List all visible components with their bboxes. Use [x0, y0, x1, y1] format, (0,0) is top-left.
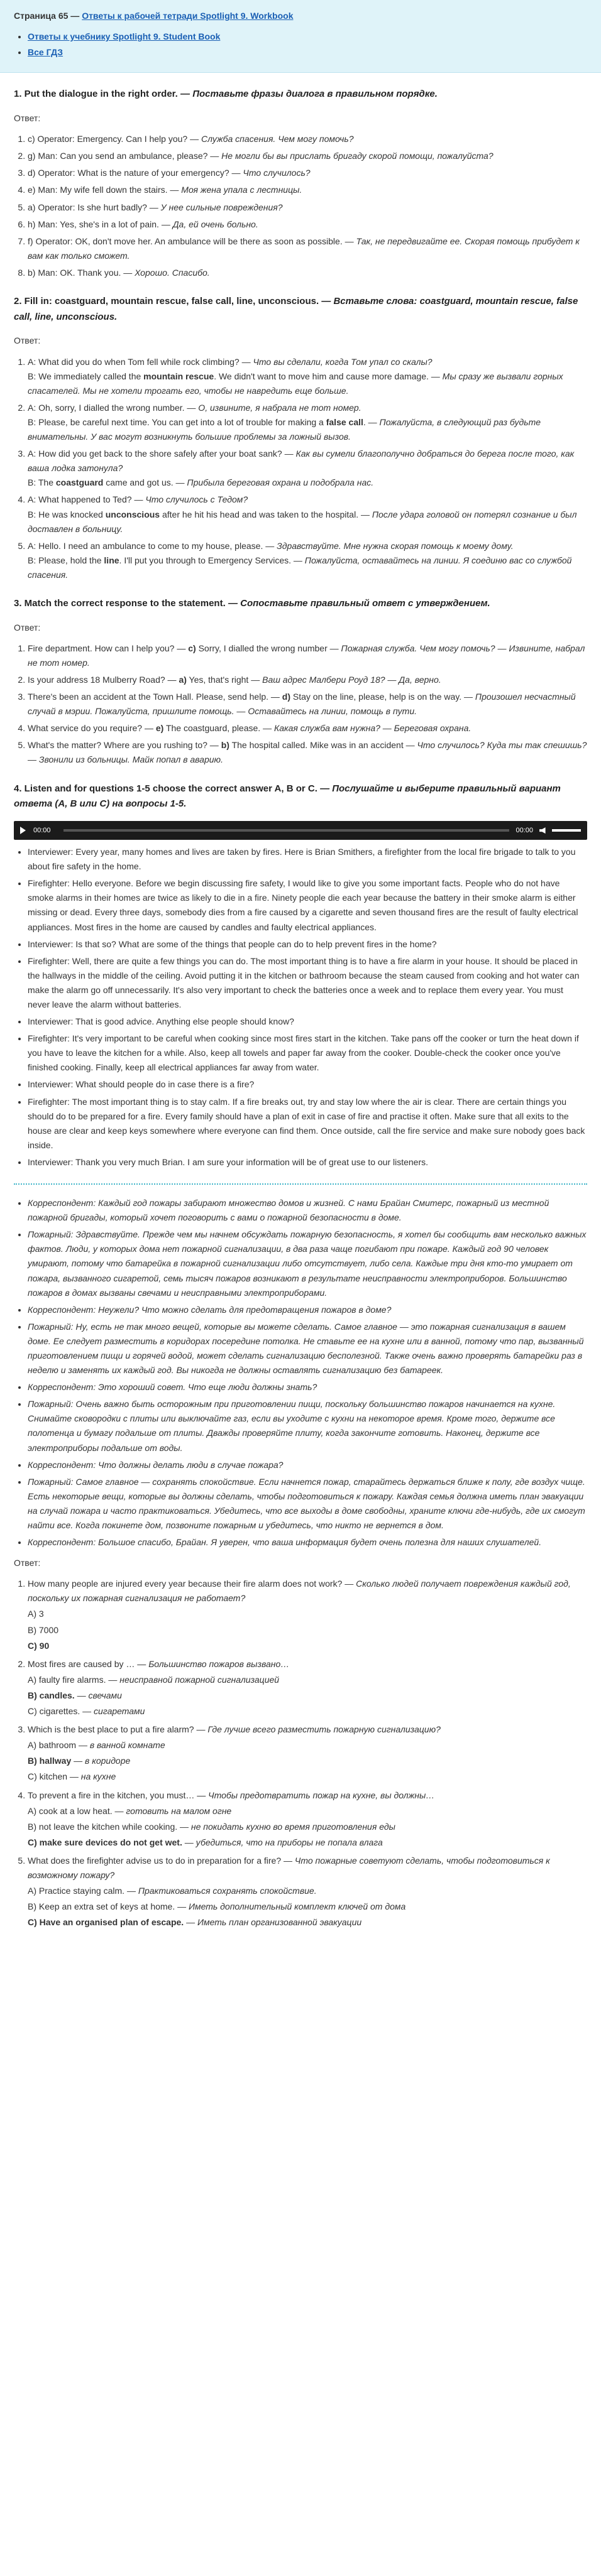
link-item [28, 45, 587, 60]
transcript-line: • Пожарный: Самое главное — сохранять спокойствие. Если начнется пожар, старайтесь держаться ближе к полу, где воздух чище. Есть некоторые вещи, которые вы должны сделать, чтобы подготовиться к пожару. Каждая семья должна иметь план эвакуации на случай пожара и часто практиковаться. Убедитесь, что все выходы в доме свободны, храните ключи где-нибудь, где их смогут найти все. Когда покинете дом, позвоните пожарным и убедитесь, что никто не вернется в дом. [28, 1475, 587, 1533]
question [28, 1577, 587, 1653]
line-en: c) Operator: Emergency. Can I help you? [28, 134, 188, 144]
workbook-link[interactable]: Ответы к рабочей тетради Spotlight 9. Workbook [82, 11, 294, 21]
response-letter: b) [221, 740, 229, 751]
audio-player [14, 821, 587, 840]
line-ru: — Так, не передвигайте ее. Скорая помощь прибудет к вам как только сможет. [28, 236, 580, 261]
task4-questions [14, 1577, 587, 1930]
line-en: . [363, 416, 366, 427]
transcript-line: • Interviewer: What should people do in case there is a fire? [28, 1077, 587, 1092]
option-text: C) Have an organised plan of escape. [28, 1917, 184, 1928]
line-en: B: We immediately called the [28, 371, 141, 381]
line-ru: — Хорошо. Спасибо. [123, 267, 210, 278]
line-en: A: How did you get back to the shore safely after your boat sank? [28, 448, 282, 459]
line-en: A: What happened to Ted? [28, 494, 132, 505]
line-ru: — Не могли бы вы прислать бригаду скорой помощи, пожалуйста? [210, 151, 493, 161]
line-en: B: Please, hold the [28, 555, 102, 565]
transcript-line: • Firefighter: Well, there are quite a few things you can do. The most important thing is to have a fire alarm in your house. It should be placed in the hallways in the middle of the ceiling. Avoid putting it in the kitchen or bathroom because the steam caused from cooking and hot water can make the alarm go off unnecessarily. It's also very important to check the batteries once a week and to replace them every year. You must never leave the alarm without batteries. [28, 954, 587, 1012]
speaker-a-line [28, 492, 587, 507]
transcript-en [14, 845, 587, 1170]
answer-word: false call [326, 416, 363, 427]
line-ru: — Моя жена упала с лестницы. [170, 185, 302, 195]
task4-title [14, 781, 587, 813]
question [28, 1657, 587, 1719]
task3-list [14, 641, 587, 768]
line-en: A: What did you do when Tom fell while rock climbing? [28, 356, 240, 367]
line-en: came and got us. [106, 477, 174, 488]
option-ru: — готовить на малом огне [114, 1805, 232, 1816]
question-en: To prevent a fire in the kitchen, you must… — [28, 1790, 206, 1800]
speaker-a-line [28, 447, 587, 476]
answer-word: coastguard [55, 477, 104, 488]
option [28, 1704, 587, 1719]
task3-title-en: 3. Match the correct response to the statement. [14, 597, 226, 609]
line-en: b) Man: OK. Thank you. [28, 267, 121, 278]
translation: — Произошел несчастный случай в мэрии. Пожалуйста, пришлите помощь. — Оставайтесь на линии, помощь в пути. [28, 692, 576, 717]
match-item [28, 738, 587, 767]
match-item [28, 641, 587, 670]
dialogue-line [28, 200, 587, 215]
option-text: C) kitchen [28, 1771, 68, 1782]
task1-title-ru: — Поставьте фразы диалога в правильном порядке. [180, 89, 438, 100]
answer-word: line [104, 555, 119, 565]
all-gdz-link[interactable]: Все ГДЗ [28, 47, 63, 58]
transcript-line: • Interviewer: Every year, many homes and lives are taken by fires. Here is Brian Smithers, a firefighter from the local fire brigade to talk to you about fire safety in the home. [28, 845, 587, 874]
response: The coastguard, please. [165, 723, 261, 734]
options [28, 1884, 587, 1930]
transcript-line: • Firefighter: It's very important to be careful when cooking since most fires start in the kitchen. Take pans off the cooker or turn the heat down if you have to leave the kitchen for a while. Also, keep all towels and paper far away from the cooker. Double-check the cooker once you've finished cooking. Finally, keep all electrical appliances far away from water. [28, 1031, 587, 1075]
match-item [28, 721, 587, 736]
student-book-link[interactable]: Ответы к учебнику Spotlight 9. Student Book [28, 31, 221, 42]
match-item [28, 673, 587, 687]
line-ru: — Как вы сумели благополучно добраться до берега после того, как ваша лодка затонула? [28, 448, 575, 474]
statement: What's the matter? Where are you rushing to? — [28, 740, 219, 751]
divider [14, 1183, 587, 1185]
line-ru: — Здравствуйте. Мне нужна скорая помощь к моему дому. [265, 540, 514, 551]
response-letter: d) [282, 692, 290, 702]
option-text: C) cigarettes. [28, 1706, 80, 1717]
question-ru: Чтобы предотвратить пожар на кухне, вы должны… [208, 1790, 435, 1800]
speaker-b-line [28, 553, 587, 582]
translation: — Что случилось? Куда ты так спешишь? — Звонили из больницы. Майк попал в аварию. [28, 740, 587, 765]
dialogue-line [28, 132, 587, 146]
dialogue-line [28, 217, 587, 232]
response: Yes, that's right [189, 675, 249, 685]
line-en: B: The [28, 477, 53, 488]
question-ru: — Сколько людей получает повреждения каждый год, поскольку их пожарная сигнализация не работает? [28, 1579, 571, 1604]
option [28, 1769, 587, 1784]
translation: — Пожарная служба. Чем могу помочь? — Извините, набрал не тот номер. [28, 643, 585, 668]
option-text: B) candles. [28, 1690, 75, 1700]
breadcrumb [14, 9, 587, 23]
line-en: a) Operator: Is she hurt badly? [28, 202, 147, 212]
answer-label: Ответ: [14, 113, 41, 124]
transcript-line: • Корреспондент: Неужели? Что можно сделать для предотвращения пожаров в доме? [28, 1303, 587, 1317]
transcript-line: • Firefighter: The most important thing is to stay calm. If a fire breaks out, try and stay low where the air is clear. There are certain things you should do to be prepared for a fire. Every family should have a plan of exit in case of fire and practise it often. Make sure that all exits to the house are clear and keep keys somewhere where everyone can find them. Once outside, call the fire service and make sure nobody goes back inside. [28, 1095, 587, 1153]
option-text: A) Practice staying calm. [28, 1886, 125, 1896]
related-links [14, 30, 587, 60]
option-ru: — свечами [77, 1690, 122, 1700]
line-en: A: Oh, sorry, I dialled the wrong number. [28, 402, 185, 413]
line-ru: — Служба спасения. Чем могу помочь? [190, 134, 354, 144]
option-text: A) cook at a low heat. [28, 1805, 113, 1816]
option-text: A) bathroom [28, 1740, 77, 1751]
line-ru: — Пожалуйста, оставайтесь на линии. Я соединю вас со службой спасения. [28, 555, 572, 580]
translation: — Какая служба вам нужна? — Береговая охрана. [263, 723, 471, 734]
line-en: e) Man: My wife fell down the stairs. [28, 185, 168, 195]
line-en: g) Man: Can you send an ambulance, please? [28, 151, 208, 161]
option-text: C) make sure devices do not get wet. [28, 1837, 182, 1847]
option-text: A) faulty fire alarms. [28, 1674, 106, 1685]
option-text: B) hallway [28, 1756, 72, 1766]
response: Sorry, I dialled the wrong number [198, 643, 328, 653]
play-icon[interactable] [20, 827, 26, 834]
option [28, 1804, 587, 1818]
fill-item [28, 492, 587, 536]
total-time: 00:00 [516, 826, 533, 834]
transcript-line: • Firefighter: Hello everyone. Before we begin discussing fire safety, I would like to give you some important facts. People who do not have smoke alarms in their homes are twice as likely to die in a fire. Ninety people die each year because the battery in their smoke alarm is either missing or dead. Every three days, somebody dies from a fire caused by a cigarette and seven thousand fires are the result of faulty electrical appliances. Most fires in the home are caused by candles and faulty electrical appliances. [28, 876, 587, 934]
question-ru: — Что пожарные советуют сделать, чтобы подготовиться к возможному пожару? [28, 1855, 550, 1880]
answer-label: Ответ: [14, 335, 41, 346]
option [28, 1884, 587, 1898]
seek-bar[interactable] [63, 829, 510, 832]
task1-title-en: 1. Put the dialogue in the right order. [14, 89, 178, 100]
option-text: B) Keep an extra set of keys at home. [28, 1901, 175, 1912]
question [28, 1854, 587, 1930]
option-ru: — сигаретами [82, 1706, 145, 1717]
transcript-line: • Корреспондент: Каждый год пожары забирают множество домов и жизней. С нами Брайан Смитерс, пожарный из местной пожарной бригады, который хочет поговорить с вами о пожарной безопасности в доме. [28, 1196, 587, 1225]
line-en: B: He was knocked [28, 509, 103, 519]
statement: Is your address 18 Mulberry Road? — [28, 675, 177, 685]
correct-option [28, 1754, 587, 1768]
option [28, 1623, 587, 1638]
task3-title [14, 596, 587, 612]
question-en: How many people are injured every year because their fire alarm does not work? [28, 1579, 343, 1589]
volume-icon[interactable] [539, 827, 547, 834]
dialogue-line [28, 234, 587, 263]
answer-word: mountain rescue [143, 371, 214, 381]
option [28, 1820, 587, 1834]
line-en: . We didn't want to move him and cause more damage. [214, 371, 429, 381]
transcript-line: • Корреспондент: Что должны делать люди в случае пожара? [28, 1458, 587, 1472]
question-en: Which is the best place to put a fire alarm? [28, 1724, 194, 1735]
question-en: Most fires are caused by … — [28, 1658, 146, 1669]
option [28, 1899, 587, 1914]
question-en: What does the firefighter advise us to do in preparation for a fire? [28, 1855, 282, 1866]
transcript-ru [14, 1196, 587, 1550]
line-en: A: Hello. I need an ambulance to come to my house, please. [28, 540, 263, 551]
match-item [28, 690, 587, 719]
line-ru: — Прибыла береговая охрана и подобрала нас. [175, 477, 374, 488]
transcript-line: • Пожарный: Здравствуйте. Прежде чем мы начнем обсуждать пожарную безопасность, я хотел бы сообщить вам несколько важных фактов. Люди, у которых дома нет пожарной сигнализации, в два раза чаще погибают при пожаре. Каждый год 90 человек умирают, потому что батарейка в пожарной сигнализации либо отсутствует, либо села. Каждые три дня кто-то умирает от пожара, вызванного сигаретой, семь тысяч пожаров возникают в результате неисправности электроприборов. Большинство пожаров в домах вызваны свечами и неисправными электроприборами. [28, 1227, 587, 1300]
dialogue-line [28, 149, 587, 163]
speaker-b-line [28, 476, 587, 490]
line-en: B: Please, be careful next time. You can get into a lot of trouble for making a [28, 416, 324, 427]
answer-label: Ответ: [14, 1558, 41, 1568]
answer-word: unconscious [105, 509, 160, 519]
correct-option [28, 1688, 587, 1703]
option-ru: — Иметь дополнительный комплект ключей от дома [177, 1901, 406, 1912]
option [28, 1738, 587, 1753]
translation: — Ваш адрес Малбери Роуд 18? — Да, верно. [251, 675, 441, 685]
link-item [28, 30, 587, 44]
option-ru: — в коридоре [74, 1756, 131, 1766]
task2-title-en: 2. Fill in: coastguard, mountain rescue, false call, line, unconscious. [14, 295, 319, 307]
line-ru: — У нее сильные повреждения? [149, 202, 283, 212]
option [28, 1673, 587, 1687]
volume-slider[interactable] [552, 829, 581, 832]
transcript-line: • Корреспондент: Это хороший совет. Что еще люди должны знать? [28, 1380, 587, 1394]
speaker-a-line [28, 539, 587, 553]
line-ru: — О, извините, я набрала не тот номер. [187, 402, 361, 413]
task4-title-ru: — Послушайте и выберите правильный вариант ответа (A, B или C) на вопросы 1-5. [14, 783, 561, 810]
task4-title-en: 4. Listen and for questions 1-5 choose the correct answer A, B or C. [14, 783, 317, 794]
option-ru: — в ванной комнате [78, 1740, 165, 1751]
statement: Fire department. How can I help you? — [28, 643, 186, 653]
line-en: f) Operator: OK, don't move her. An ambulance will be there as soon as possible. [28, 236, 343, 246]
option-text: B) not leave the kitchen while cooking. [28, 1821, 178, 1832]
response: The hospital called. Mike was in an accident [231, 740, 404, 751]
option-ru: — неисправной пожарной сигнализацией [108, 1674, 280, 1685]
answer-label: Ответ: [14, 622, 41, 633]
line-ru: — Да, ей очень больно. [161, 219, 258, 229]
speaker-a-line [28, 401, 587, 415]
dialogue-line [28, 266, 587, 280]
option-ru: — Практиковаться сохранять спокойствие. [126, 1886, 317, 1896]
fill-item [28, 539, 587, 582]
line-en: . I'll put you through to Emergency Services. [119, 555, 292, 565]
option-ru: — на кухне [69, 1771, 116, 1782]
line-ru: — После удара головой он потерял сознание и был доставлен в больницу. [28, 509, 577, 534]
fill-item [28, 355, 587, 398]
fill-item [28, 401, 587, 444]
line-ru: — Что случилось? [231, 168, 311, 178]
speaker-b-line [28, 369, 587, 398]
current-time: 00:00 [33, 826, 51, 834]
line-ru: — Мы сразу же вызвали горных спасателей. Мы не хотели трогать его, чтобы не навредить еще больше. [28, 371, 563, 396]
correct-option [28, 1835, 587, 1850]
option [28, 1607, 587, 1621]
task3-title-ru: — Сопоставьте правильный ответ с утверждением. [228, 597, 490, 609]
question-ru: — Где лучше всего разместить пожарную сигнализацию? [196, 1724, 441, 1735]
task2-list [14, 355, 587, 582]
response: Stay on the line, please, help is on the way. [292, 692, 462, 702]
line-ru: — Что случилось с Тедом? [134, 494, 248, 505]
line-en: h) Man: Yes, she's in a lot of pain. [28, 219, 159, 229]
line-ru: — Пожалуйста, в следующий раз будьте внимательны. У вас могут возникнуть большие проблемы за ложный вызов. [28, 416, 541, 442]
option-text: B) 7000 [28, 1624, 59, 1635]
transcript-line: • Interviewer: Is that so? What are some of the things that people can do to help prevent fires in the home? [28, 937, 587, 952]
transcript-line: • Interviewer: Thank you very much Brian. I am sure your information will be of great use to our listeners. [28, 1155, 587, 1170]
question-ru: Большинство пожаров вызвано… [148, 1658, 290, 1669]
transcript-line: • Корреспондент: Большое спасибо, Брайан. Я уверен, что ваша информация будет очень полезна для наших слушателей. [28, 1535, 587, 1550]
task2-title [14, 294, 587, 325]
fill-item [28, 447, 587, 490]
speaker-b-line [28, 415, 587, 444]
options [28, 1673, 587, 1719]
line-ru: — Что вы сделали, когда Том упал со скалы? [241, 356, 433, 367]
task2-title-ru: — Вставьте слова: coastguard, mountain rescue, false call, line, unconscious. [14, 295, 578, 322]
options [28, 1738, 587, 1784]
question [28, 1788, 587, 1850]
speaker-b-line [28, 508, 587, 536]
speaker-a-line [28, 355, 587, 369]
task1-list [14, 132, 587, 280]
response-letter: e) [155, 723, 164, 734]
statement: There's been an accident at the Town Hall. Please, send help. — [28, 692, 280, 702]
dialogue-line [28, 166, 587, 180]
page-prefix: Страница 65 — [14, 11, 80, 21]
question [28, 1722, 587, 1784]
transcript-line: • Пожарный: Очень важно быть осторожным при приготовлении пищи, поскольку большинство пожаров начинается на кухне. Снимайте сковородки с плиты или выключайте газ, если вы уходите с кухни на некоторое время. Кроме того, держите все полотенца и бумагу подальше от плиты. Дважды проверяйте плиту, когда закончите готовить. Наконец, держите все электроприборы подальше от воды. [28, 1397, 587, 1455]
response-letter: a) [179, 675, 187, 685]
line-en: d) Operator: What is the nature of your emergency? [28, 168, 229, 178]
option-ru: — убедиться, что на приборы не попала влага [184, 1837, 383, 1847]
option-text: A) 3 [28, 1609, 44, 1619]
options [28, 1804, 587, 1850]
task1-title [14, 87, 587, 102]
correct-option [28, 1639, 587, 1653]
dialogue-line [28, 183, 587, 197]
statement: What service do you require? — [28, 723, 153, 734]
response-letter: c) [188, 643, 196, 653]
transcript-line: • Пожарный: Ну, есть не так много вещей, которые вы можете сделать. Самое главное — это пожарная сигнализация в вашем доме. Ее следует разместить в коридорах посередине потолка. Не ставьте ее на кухне или в ванной, потому что пар, вызванный приготовлением пищи и горячей водой, может сделать сигнализацию бесполезной. Также очень важно проверять батарейки раз в неделю и заменять их каждый год. Вы никогда не должны оставлять сигнализацию без батареек. [28, 1320, 587, 1378]
option-text: C) 90 [28, 1640, 50, 1651]
header-box [0, 0, 601, 73]
option-ru: — Иметь план организованной эвакуации [186, 1917, 362, 1928]
option-ru: — не покидать кухню во время приготовления еды [180, 1821, 395, 1832]
correct-option [28, 1915, 587, 1930]
options [28, 1607, 587, 1653]
transcript-line: • Interviewer: That is good advice. Anything else people should know? [28, 1014, 587, 1029]
line-en: after he hit his head and was taken to the hospital. [162, 509, 359, 519]
